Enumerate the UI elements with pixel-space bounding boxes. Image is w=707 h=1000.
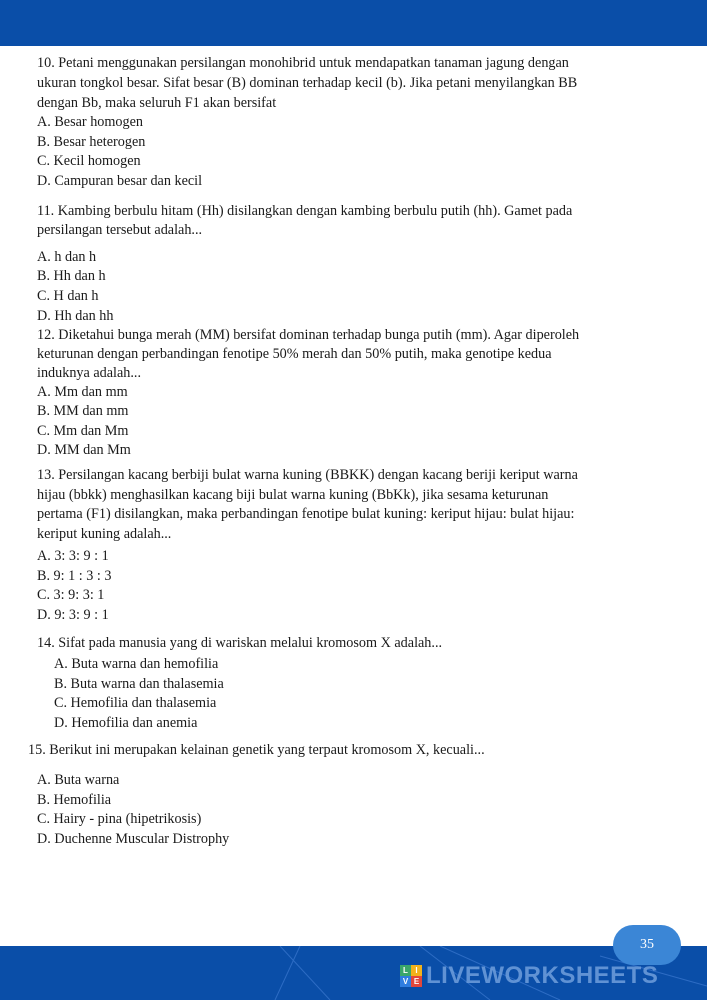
question-14-option-b[interactable]: B. Buta warna dan thalasemia bbox=[54, 676, 224, 692]
header-bar bbox=[0, 0, 707, 46]
question-11-stem-line-1: 11. Kambing berbulu hitam (Hh) disilangkan dengan kambing berbulu putih (hh). Gamet pada bbox=[37, 203, 573, 219]
question-13-stem-line-4: keriput kuning adalah... bbox=[37, 526, 172, 542]
question-12-option-a[interactable]: A. Mm dan mm bbox=[37, 384, 128, 400]
logo-letter-e: E bbox=[411, 976, 422, 987]
liveworksheets-logo-icon bbox=[400, 965, 422, 987]
question-12-stem-line-1: 12. Diketahui bunga merah (MM) bersifat dominan terhadap bunga putih (mm). Agar diperoleh bbox=[37, 327, 580, 343]
question-12-stem-line-2: keturunan dengan perbandingan fenotipe 50% merah dan 50% putih, maka genotipe kedua bbox=[37, 346, 552, 362]
question-10-stem-line-2: ukuran tongkol besar. Sifat besar (B) dominan terhadap kecil (b). Jika petani menyilangkan BB bbox=[37, 75, 578, 91]
question-13-option-a[interactable]: A. 3: 3: 9 : 1 bbox=[37, 548, 109, 564]
liveworksheets-logo[interactable] bbox=[400, 963, 658, 989]
question-12-option-b[interactable]: B. MM dan mm bbox=[37, 403, 129, 419]
question-10-option-a[interactable]: A. Besar homogen bbox=[37, 114, 143, 130]
question-10-option-c[interactable]: C. Kecil homogen bbox=[37, 153, 141, 169]
question-14-option-d[interactable]: D. Hemofilia dan anemia bbox=[54, 715, 198, 731]
question-11-option-b[interactable]: B. Hh dan h bbox=[37, 268, 106, 284]
question-15-option-c[interactable]: C. Hairy - pina (hipetrikosis) bbox=[37, 811, 202, 827]
question-12-stem-line-3: induknya adalah... bbox=[37, 365, 142, 381]
question-10-option-b[interactable]: B. Besar heterogen bbox=[37, 134, 146, 150]
question-10-option-d[interactable]: D. Campuran besar dan kecil bbox=[37, 173, 203, 189]
question-13-option-c[interactable]: C. 3: 9: 3: 1 bbox=[37, 587, 105, 603]
question-14-option-c[interactable]: C. Hemofilia dan thalasemia bbox=[54, 695, 217, 711]
question-13-stem-line-1: 13. Persilangan kacang berbiji bulat warna kuning (BBKK) dengan kacang beriji keriput warna bbox=[37, 467, 578, 483]
question-11-option-c[interactable]: C. H dan h bbox=[37, 288, 99, 304]
question-15-option-a[interactable]: A. Buta warna bbox=[37, 772, 120, 788]
liveworksheets-wordmark: LIVEWORKSHEETS bbox=[426, 962, 659, 989]
question-14-stem: 14. Sifat pada manusia yang di wariskan melalui kromosom X adalah... bbox=[37, 635, 443, 651]
question-13-option-b[interactable]: B. 9: 1 : 3 : 3 bbox=[37, 568, 112, 584]
question-14-option-a[interactable]: A. Buta warna dan hemofilia bbox=[54, 656, 219, 672]
question-12-option-d[interactable]: D. MM dan Mm bbox=[37, 442, 131, 458]
question-15-stem: 15. Berikut ini merupakan kelainan genetik yang terpaut kromosom X, kecuali... bbox=[28, 742, 485, 758]
question-11-option-a[interactable]: A. h dan h bbox=[37, 249, 97, 265]
question-13-stem-line-2: hijau (bbkk) menghasilkan kacang biji bulat warna kuning (BbKk), jika sesama keturunan bbox=[37, 487, 549, 503]
question-11-option-d[interactable]: D. Hh dan hh bbox=[37, 308, 114, 324]
question-15-option-d[interactable]: D. Duchenne Muscular Distrophy bbox=[37, 831, 230, 847]
question-10-stem-line-1: 10. Petani menggunakan persilangan monohibrid untuk mendapatkan tanaman jagung dengan bbox=[37, 55, 569, 71]
question-11-stem-line-2: persilangan tersebut adalah... bbox=[37, 222, 203, 238]
question-12-option-c[interactable]: C. Mm dan Mm bbox=[37, 423, 129, 439]
question-13-stem-line-3: pertama (F1) disilangkan, maka perbandingan fenotipe bulat kuning: keriput hijau: bulat hijau: bbox=[37, 506, 575, 522]
logo-letter-l: L bbox=[400, 965, 411, 976]
question-13-option-d[interactable]: D. 9: 3: 9 : 1 bbox=[37, 607, 109, 623]
logo-letter-v: V bbox=[400, 976, 411, 987]
question-15-option-b[interactable]: B. Hemofilia bbox=[37, 792, 112, 808]
question-10-stem-line-3: dengan Bb, maka seluruh F1 akan bersifat bbox=[37, 95, 277, 111]
page-number-badge: 35 bbox=[613, 925, 681, 965]
logo-letter-i: I bbox=[411, 965, 422, 976]
